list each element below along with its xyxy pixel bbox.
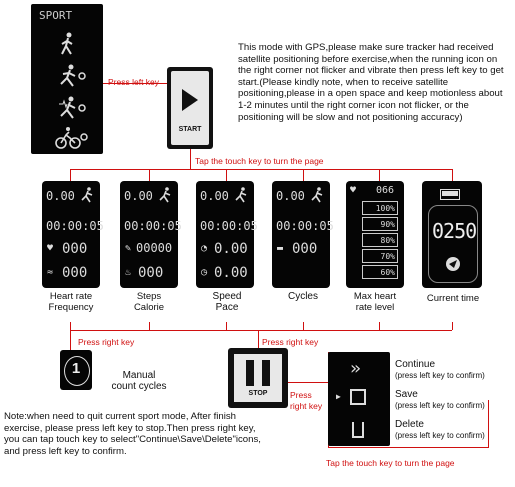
manual-count-caption: Manual count cycles: [111, 370, 167, 392]
note-text: Note:when need to quit current sport mode, After finish exercise, please press left key to stop.Then press right key, you can tap touch key to select"Continue\Save\Delete"icons, and press left key to confirm.: [4, 411, 261, 457]
current-time-value: 0250: [432, 219, 477, 243]
tap-turn-page-label-2: Tap the touch key to turn the page: [326, 458, 455, 468]
steps-value: 00000: [136, 241, 173, 255]
current-time-caption: Current time: [426, 293, 480, 304]
speed-icon: ◔: [201, 243, 208, 254]
run-icon[interactable]: [57, 64, 87, 88]
connector: [379, 169, 380, 181]
menu-item-sub: (press left key to confirm): [395, 401, 485, 410]
menu-item-label: Save: [395, 389, 418, 400]
connector: [70, 169, 452, 170]
pace-icon: ◷: [201, 267, 208, 278]
heart-icon: ♥: [47, 243, 54, 254]
menu-item-sub: (press left key to confirm): [395, 431, 485, 440]
steps-icon: ✎: [125, 243, 132, 254]
connector: [288, 382, 328, 383]
delete-icon[interactable]: [352, 422, 364, 438]
connector: [70, 330, 71, 350]
distance-value: 0.00: [46, 189, 75, 203]
action-menu-screen: [328, 352, 390, 446]
duration-value: 00:00:05: [276, 219, 334, 233]
frequency-value: 000: [62, 265, 88, 281]
cycles-value: 000: [292, 241, 318, 257]
steps-caption: Steps Calorie: [133, 291, 165, 313]
hr-level-label: 100%: [375, 204, 395, 213]
connector: [303, 169, 304, 181]
hr-level-2: [362, 233, 398, 247]
hr-level-3: [362, 249, 398, 263]
speed-value: 0.00: [214, 241, 248, 257]
press-right-key-label: Press right key: [78, 337, 135, 347]
hr-level-label: 60%: [380, 268, 395, 277]
menu-delete: [395, 419, 485, 441]
cycling-icon[interactable]: [55, 126, 89, 150]
menu-continue: [395, 359, 485, 381]
sport-menu-screen: [31, 4, 103, 154]
cycles-icon: ▬: [277, 243, 284, 254]
steps-screen: [120, 181, 182, 288]
distance-value: 0.00: [124, 189, 153, 203]
sport-menu-title: SPORT: [39, 9, 73, 22]
connector: [70, 169, 71, 181]
calorie-icon: ♨: [125, 267, 132, 278]
stop-label: STOP: [248, 390, 268, 397]
gps-icon: [444, 255, 462, 273]
speed-caption: Speed Pace: [212, 291, 242, 313]
heart-icon: ♥: [350, 185, 357, 196]
pause-icon: [246, 360, 270, 386]
tap-turn-page-label: Tap the touch key to turn the page: [195, 156, 324, 166]
manual-count-digit: 1: [71, 360, 81, 377]
stop-button[interactable]: [228, 348, 288, 408]
press-right-key-stop-label: Press right key: [290, 390, 323, 411]
connector: [379, 322, 380, 330]
connector: [149, 322, 150, 330]
hr-level-label: 90%: [380, 220, 395, 229]
manual-count-screen: [60, 350, 92, 390]
run-icon: [234, 187, 250, 203]
duration-value: 00:00:05: [46, 219, 104, 233]
hr-level-label: 70%: [380, 252, 395, 261]
press-right-key-label: Press right key: [262, 337, 319, 347]
duration-value: 00:00:05: [124, 219, 182, 233]
menu-item-sub: (press left key to confirm): [395, 371, 485, 380]
gps-instructions: This mode with GPS,please make sure tracker had received satellite positioning before exercise,when the running icon on the right corner not flicker and vibrate then press left key to get start.(Please kindly note, when to receive satellite positioning,please in a open space and keep motionless about 1-2 minutes until the right corner icon not flicker, or the positioning will be slow and not positioning accuracy): [238, 42, 504, 123]
hr-level-label: 80%: [380, 236, 395, 245]
run-icon: [80, 187, 96, 203]
start-label: START: [178, 126, 202, 133]
connector: [452, 322, 453, 330]
run-icon: [158, 187, 174, 203]
heart-rate-screen: [42, 181, 104, 288]
hr-level-4: [362, 265, 398, 279]
connector: [190, 149, 191, 169]
heart-rate-value: 000: [62, 241, 88, 257]
cycles-screen: [272, 181, 334, 288]
connector: [226, 322, 227, 330]
connector: [70, 330, 452, 331]
distance-value: 0.00: [276, 189, 305, 203]
frequency-icon: ≈: [47, 267, 54, 278]
connector: [303, 322, 304, 330]
hr-level-1: [362, 217, 398, 231]
connector: [226, 169, 227, 181]
connector: [70, 322, 71, 330]
connector: [328, 447, 488, 448]
calorie-value: 000: [138, 265, 164, 281]
play-icon: [180, 87, 200, 113]
selection-arrow-icon: ▶: [336, 392, 341, 401]
speed-screen: [196, 181, 258, 288]
connector: [452, 169, 453, 181]
walk-icon[interactable]: [57, 32, 79, 56]
save-icon[interactable]: [350, 389, 366, 405]
heartrate-run-icon[interactable]: [57, 96, 87, 120]
max-heart-rate-screen: [346, 181, 404, 288]
battery-icon: [440, 189, 460, 200]
menu-save: [395, 389, 485, 411]
start-button[interactable]: [167, 67, 213, 149]
hr-level-0: [362, 201, 398, 215]
menu-item-label: Continue: [395, 359, 436, 370]
pace-value: 0.00: [214, 265, 248, 281]
continue-icon[interactable]: »: [350, 358, 361, 379]
duration-value: 00:00:05: [200, 219, 258, 233]
connector: [488, 400, 489, 448]
menu-item-label: Delete: [395, 419, 424, 430]
distance-value: 0.00: [200, 189, 229, 203]
heart-rate-value: 066: [376, 185, 395, 196]
run-icon: [310, 187, 326, 203]
max-heart-rate-caption: Max heart rate level: [353, 291, 397, 313]
connector: [149, 169, 150, 181]
heart-rate-caption: Heart rate Frequency: [48, 291, 94, 313]
press-left-key-label: Press left key: [108, 77, 160, 87]
current-time-screen: [422, 181, 482, 288]
cycles-caption: Cycles: [287, 291, 318, 302]
connector: [258, 330, 259, 348]
